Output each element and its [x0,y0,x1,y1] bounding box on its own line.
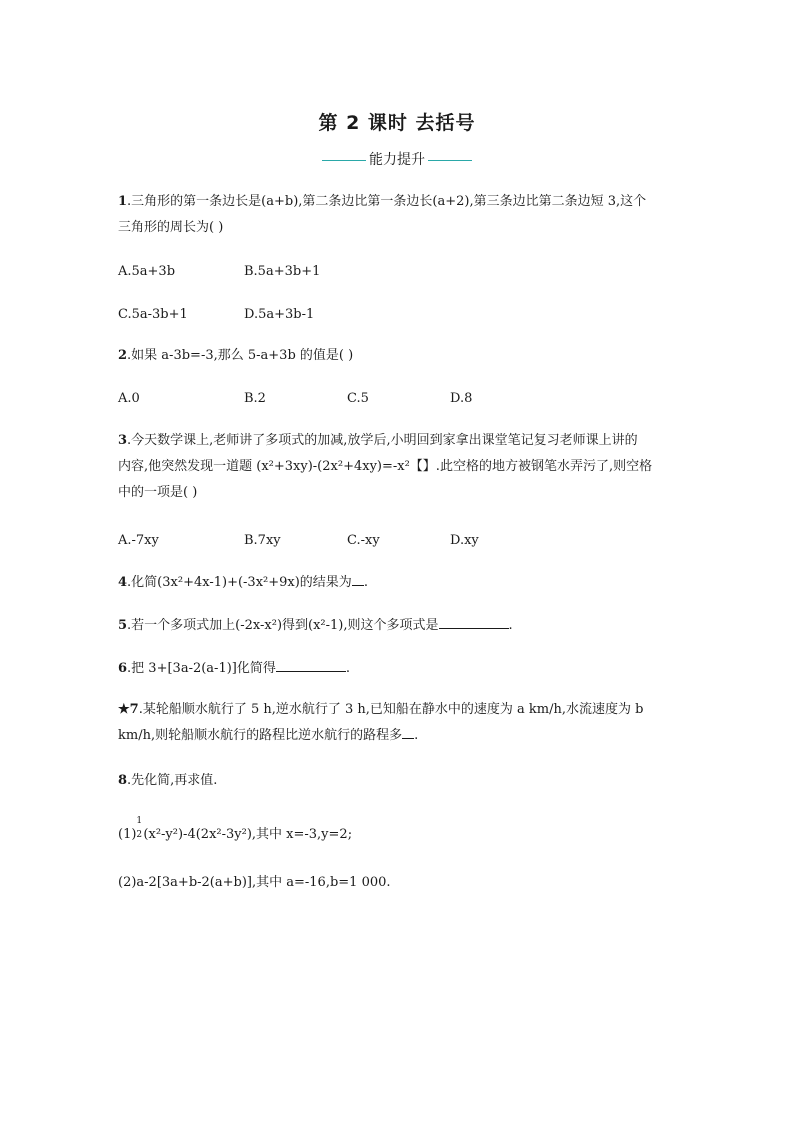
question-3 [118,428,678,506]
question-3-line-2: 内容,他突然发现一道题 (x²+3xy)-(2x²+4xy)=-x²【】.此空格的地方被钢笔水弄污了,则空格 [118,459,653,474]
question-3-option-b: B.7xy [244,533,281,548]
question-7-answer-blank[interactable] [402,726,414,739]
question-8-part-1-prefix: (1) [118,827,137,842]
question-1-line-1 [118,189,678,215]
question-7-number: ★7 [118,702,139,717]
question-3-option-d: D.xy [450,533,479,548]
question-1-option-d: D.5a+3b-1 [244,307,315,322]
question-2 [118,343,678,369]
question-6 [118,656,678,682]
question-5-number: 5 [118,618,128,633]
question-1 [118,189,678,241]
question-2-option-c: C.5 [347,391,369,406]
question-8-part-1-text: (x²-y²)-4(2x²-3y²),其中 x=-3,y=2; [143,827,353,842]
subtitle-text: 能力提升 [369,152,425,168]
question-7-line-2: km/h,则轮船顺水航行的路程比逆水航行的路程多 . [118,728,419,743]
fraction-denominator: 2 [136,830,143,840]
question-5-text: .若一个多项式加上(-2x-x²)得到(x²-1),则这个多项式是 [127,618,439,633]
question-4-answer-blank[interactable] [352,573,364,586]
section-subtitle [0,149,794,169]
one-half-fraction [136,816,143,841]
subtitle-left-rule [322,160,366,161]
question-4-text: .化简(3x²+4x-1)+(-3x²+9x)的结果为 [127,575,352,590]
question-3-number: 3 [118,433,128,448]
question-7-line-1 [118,697,678,723]
question-3-option-a: A.-7xy [118,533,159,548]
question-1-option-b: B.5a+3b+1 [244,264,321,279]
question-6-answer-blank[interactable] [276,659,346,672]
question-1-option-c: C.5a-3b+1 [118,307,188,322]
question-7 [118,697,678,749]
page-title: 第 2 课时 去括号 [318,112,476,134]
question-8-part-2 [118,870,678,896]
question-8-part-2-text: (2)a-2[3a+b-2(a+b)],其中 a=-16,b=1 000. [118,875,391,890]
question-5-answer-blank[interactable] [439,616,509,629]
question-1-number: 1 [118,194,128,209]
question-5-line-1: 5.若一个多项式加上(-2x-x²)得到(x²-1),则这个多项式是 . [118,618,513,633]
question-6-text: .把 3+[3a-2(a-1)]化简得 [127,661,276,676]
question-2-option-a: A.0 [118,391,140,406]
question-8-part-1 [118,816,678,848]
question-3-line-3: 中的一项是( ) [118,485,198,500]
question-3-line-1 [118,428,678,454]
question-4-line-1: 4.化简(3x²+4x-1)+(-3x²+9x)的结果为 . [118,575,368,590]
question-2-option-b: B.2 [244,391,266,406]
question-8-line-1 [118,768,678,794]
question-7-text-1: .某轮船顺水航行了 5 h,逆水航行了 3 h,已知船在静水中的速度为 a km/h,水流速度为 b [138,702,644,717]
fraction-numerator: 1 [136,816,143,826]
question-5 [118,613,678,639]
question-2-number: 2 [118,348,128,363]
subtitle-right-rule [428,160,472,161]
question-1-text-1: .三角形的第一条边长是(a+b),第二条边比第一条边长(a+2),第三条边比第二条边短 3,这个 [127,194,647,209]
question-6-number: 6 [118,661,128,676]
question-3-text-1: .今天数学课上,老师讲了多项式的加减,放学后,小明回到家拿出课堂笔记复习老师课上讲的 [127,433,638,448]
question-2-line-1 [118,343,678,369]
question-3-option-c: C.-xy [347,533,380,548]
question-8 [118,768,678,794]
question-8-number: 8 [118,773,128,788]
question-1-line-2: 三角形的周长为( ) [118,220,224,235]
question-2-text: .如果 a-3b=-3,那么 5-a+3b 的值是( ) [127,348,354,363]
question-1-option-a: A.5a+3b [118,264,176,279]
question-2-option-d: D.8 [450,391,473,406]
question-8-text: .先化简,再求值. [127,773,218,788]
question-4-number: 4 [118,575,128,590]
question-4 [118,570,678,596]
question-7-text-2: km/h,则轮船顺水航行的路程比逆水航行的路程多 [118,728,403,743]
question-6-line-1: 6.把 3+[3a-2(a-1)]化简得 . [118,661,351,676]
